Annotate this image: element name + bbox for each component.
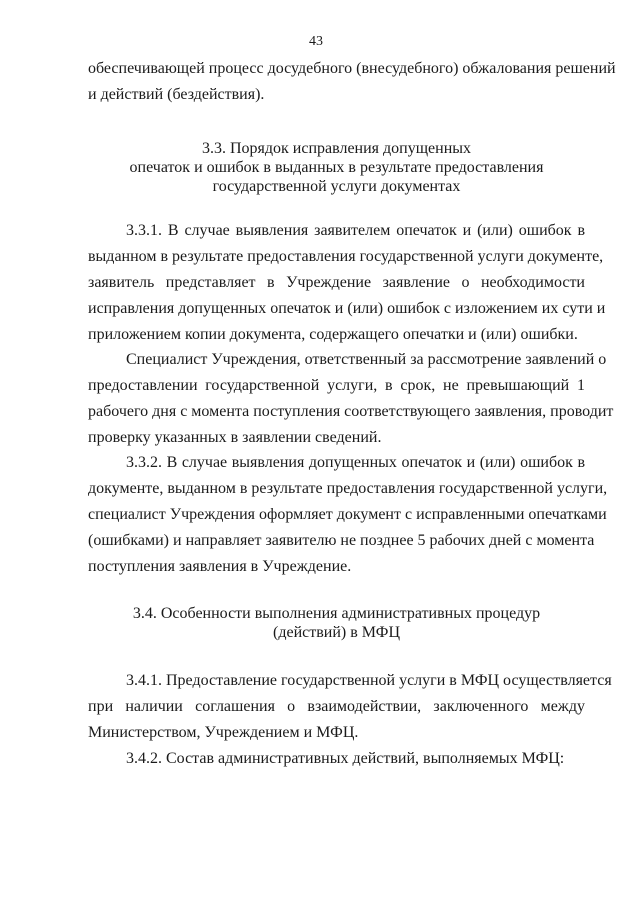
- text-line: исправления допущенных опечаток и (или) ошибок с изложением их сути и: [88, 300, 606, 317]
- paragraph-3-3-1: [88, 218, 606, 348]
- heading-line: 3.3. Порядок исправления допущенных: [201, 140, 472, 157]
- text-line: предоставлении государственной услуги, в срок, не превышающий 1: [88, 377, 585, 394]
- text-line: заявитель представляет в Учреждение заявление о необходимости: [88, 274, 585, 291]
- intro-paragraph: [88, 56, 616, 108]
- text-line: документе, выданном в результате предоставления государственной услуги,: [88, 480, 608, 497]
- text-line: и действий (бездействия).: [88, 86, 265, 103]
- paragraph-3-4-2: [88, 746, 585, 772]
- text-line: проверку указанных в заявлении сведений.: [88, 429, 382, 446]
- page-number: 43: [309, 34, 323, 49]
- text-line: Министерством, Учреждением и МФЦ.: [88, 724, 359, 741]
- heading-line: опечаток и ошибок в выданных в результате предоставления: [129, 159, 544, 176]
- section-heading-3-4: [88, 604, 585, 642]
- text-line: выданном в результате предоставления государственной услуги документе,: [88, 248, 604, 265]
- text-line: 3.4.2. Состав административных действий, выполняемых МФЦ:: [126, 750, 565, 767]
- text-line: приложением копии документа, содержащего опечатки и (или) ошибки.: [88, 326, 578, 343]
- paragraph-3-4-1: [88, 668, 612, 746]
- paragraph-3-3-2: [88, 450, 608, 580]
- heading-line: 3.4. Особенности выполнения административных процедур: [132, 605, 541, 622]
- text-line: специалист Учреждения оформляет документ с исправленными опечатками: [88, 506, 607, 523]
- section-heading-3-3: [88, 139, 585, 196]
- heading-line: государственной услуги документах: [212, 178, 461, 195]
- text-line: Специалист Учреждения, ответственный за рассмотрение заявлений о: [126, 351, 607, 368]
- paragraph-specialist: [88, 347, 614, 451]
- text-line: поступления заявления в Учреждение.: [88, 558, 352, 575]
- text-line: 3.3.1. В случае выявления заявителем опечаток и (или) ошибок в: [126, 222, 585, 239]
- text-line: 3.4.1. Предоставление государственной услуги в МФЦ осуществляется: [126, 672, 612, 689]
- text-line: при наличии соглашения о взаимодействии, заключенного между: [88, 698, 585, 715]
- text-line: обеспечивающей процесс досудебного (внесудебного) обжалования решений: [88, 60, 616, 77]
- heading-line: (действий) в МФЦ: [273, 624, 400, 641]
- text-line: 3.3.2. В случае выявления допущенных опечаток и (или) ошибок в: [126, 454, 585, 471]
- text-line: (ошибками) и направляет заявителю не позднее 5 рабочих дней с момента: [88, 532, 595, 549]
- text-line: рабочего дня с момента поступления соответствующего заявления, проводит: [88, 403, 614, 420]
